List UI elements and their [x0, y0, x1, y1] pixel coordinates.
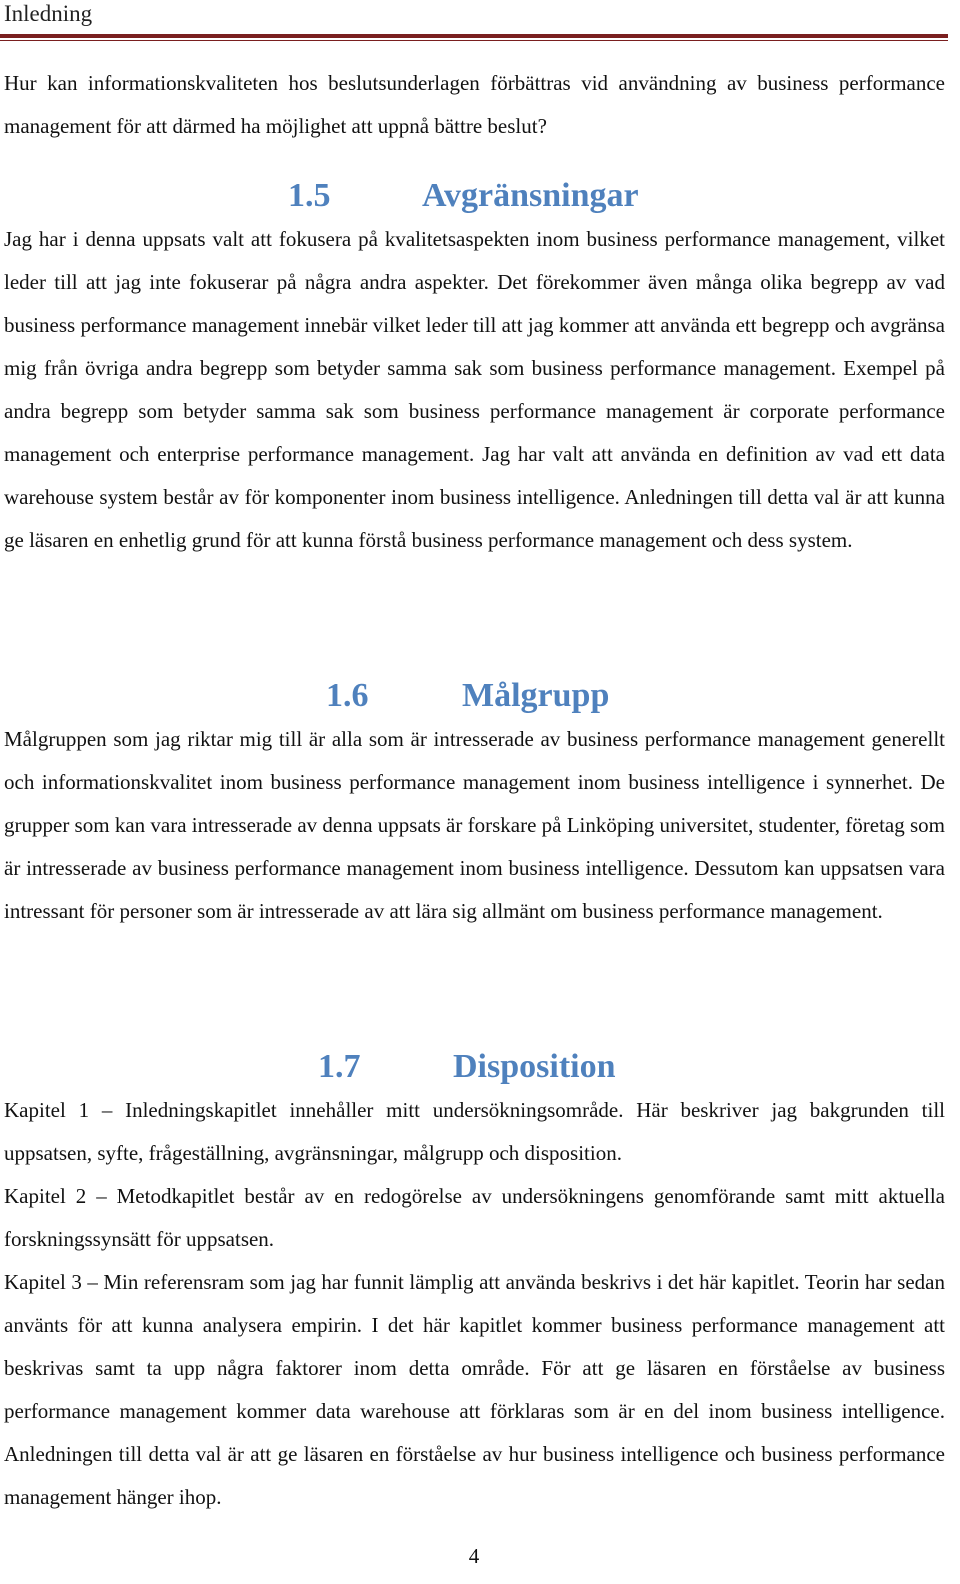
header-rule-thin — [0, 40, 948, 41]
page-number: 4 — [468, 1544, 480, 1568]
section-number: 1.5 — [288, 177, 331, 214]
chapter-description-1: Kapitel 1 – Inledningskapitlet innehåller mitt undersökningsområde. Här beskriver jag bakgrunden till uppsatsen, syfte, frågeställning, avgränsningar, målgrupp och disposition. — [4, 1098, 945, 1165]
header-rule — [0, 34, 948, 38]
section-number: 1.6 — [326, 677, 369, 714]
section-title: Avgränsningar — [422, 177, 639, 214]
disposition-list — [4, 1089, 945, 1519]
intro-question: Hur kan informationskvaliteten hos beslutsunderlagen förbättras vid användning av business performance management för att därmed ha möjlighet att uppnå bättre beslut? — [4, 71, 945, 138]
section-number: 1.7 — [318, 1048, 361, 1085]
section-paragraph: Målgruppen som jag riktar mig till är alla som är intresserade av business performance management generellt och informationskvalitet inom business performance management inom business intelligence i synnerhet. De grupper som kan vara intresserade av denna uppsats är forskare på Linköping universitet, studenter, företag som är intresserade av business performance management inom business intelligence. Dessutom kan uppsatsen vara intressant för personer som är intresserade av att lära sig allmänt om business performance management. — [4, 727, 945, 923]
section-title: Målgrupp — [462, 677, 610, 714]
running-header: Inledning — [4, 1, 93, 26]
chapter-description-3: Kapitel 3 – Min referensram som jag har funnit lämplig att använda beskrivs i det här kapitlet. Teorin har sedan använts för att kunna analysera empirin. I det här kapitlet kommer business performance management att beskrivas samt ta upp några faktorer inom detta område. För att ge läsaren en förståelse av business performance management kommer data warehouse att förklaras som är en del inom business intelligence. Anledningen till detta val är att ge läsaren en förståelse av hur business intelligence och business performance management hänger ihop. — [4, 1270, 945, 1509]
section-paragraph: Jag har i denna uppsats valt att fokusera på kvalitetsaspekten inom business performance management, vilket leder till att jag inte fokuserar på några andra aspekter. Det förekommer även många olika begrepp av vad business performance management innebär vilket leder till att jag kommer att använda ett begrepp och avgränsa mig från övriga andra begrepp som betyder samma sak som business performance management. Exempel på andra begrepp som betyder samma sak som business performance management är corporate performance management och enterprise performance management. Jag har valt att använda en definition av vad ett data warehouse system består av för komponenter inom business intelligence. Anledningen till detta val är att kunna ge läsaren en enhetlig grund för att kunna förstå business performance management och dess system. — [4, 227, 945, 552]
section-title: Disposition — [453, 1048, 616, 1085]
chapter-description-2: Kapitel 2 – Metodkapitlet består av en redogörelse av undersökningens genomförande samt mitt aktuella forskningssynsätt för uppsatsen. — [4, 1184, 945, 1251]
